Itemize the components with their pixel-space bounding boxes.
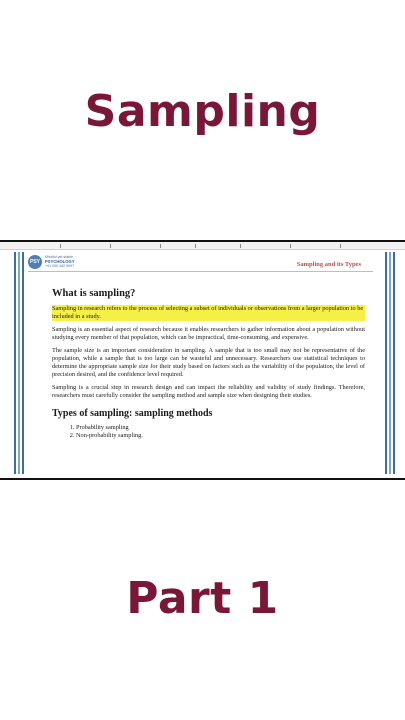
- logo-phone: +91 000 442 9097: [45, 264, 75, 269]
- paragraph: Sampling is an essential aspect of research because it enables researchers to gather information about a population without studying every member of that population, which can be impractical, time-consuming, and expensive.: [52, 326, 365, 341]
- header-divider: [28, 271, 373, 272]
- logo-name: PSYCHOLOGY: [45, 258, 75, 264]
- logo-tagline: Mindful yet stable: [45, 255, 73, 260]
- ruler-tick: [195, 244, 196, 248]
- ruler-tick: [290, 244, 291, 248]
- sampling-types-list: [52, 424, 365, 441]
- document-body: [52, 288, 365, 441]
- ruler-tick: [160, 244, 161, 248]
- video-title-top: Sampling: [84, 86, 321, 137]
- document-header-title: Sampling and its Types: [296, 261, 361, 268]
- ruler: [0, 242, 405, 250]
- section-heading: What is sampling?: [52, 288, 136, 299]
- ruler-tick: [110, 244, 111, 248]
- list-item: 2. Non-probability sampling.: [76, 432, 365, 440]
- highlighted-paragraph: Sampling in research refers to the process of selecting a subset of individuals or observations from a larger population to be included in a study.: [52, 305, 364, 320]
- logo: [28, 255, 75, 269]
- video-title-bottom: Part 1: [126, 573, 279, 624]
- ruler-tick: [60, 244, 61, 248]
- document-page: [0, 240, 405, 480]
- logo-icon: PSY: [28, 255, 42, 269]
- paragraph: The sample size is an important consideration in sampling. A sample that is too small may not be representative of the population, while a sample that is too large can be wasteful and unnecessary. Researchers use statistical techniques to determine the appropriate sample size for their study based on factors such as the variability of the population, the level of precision desired, and the confidence level required.: [52, 347, 365, 378]
- paragraph: Sampling is a crucial step in research design and can impact the reliability and validity of study findings. Therefore, researchers must carefully consider the sampling method and sample size when designing their studies.: [52, 384, 365, 399]
- subsection-heading: Types of sampling: sampling methods: [52, 408, 213, 419]
- ruler-tick: [240, 244, 241, 248]
- ruler-tick: [340, 244, 341, 248]
- page-border-right: [385, 252, 395, 474]
- list-item: 1. Probability sampling: [76, 424, 365, 432]
- page-border-left: [14, 252, 24, 474]
